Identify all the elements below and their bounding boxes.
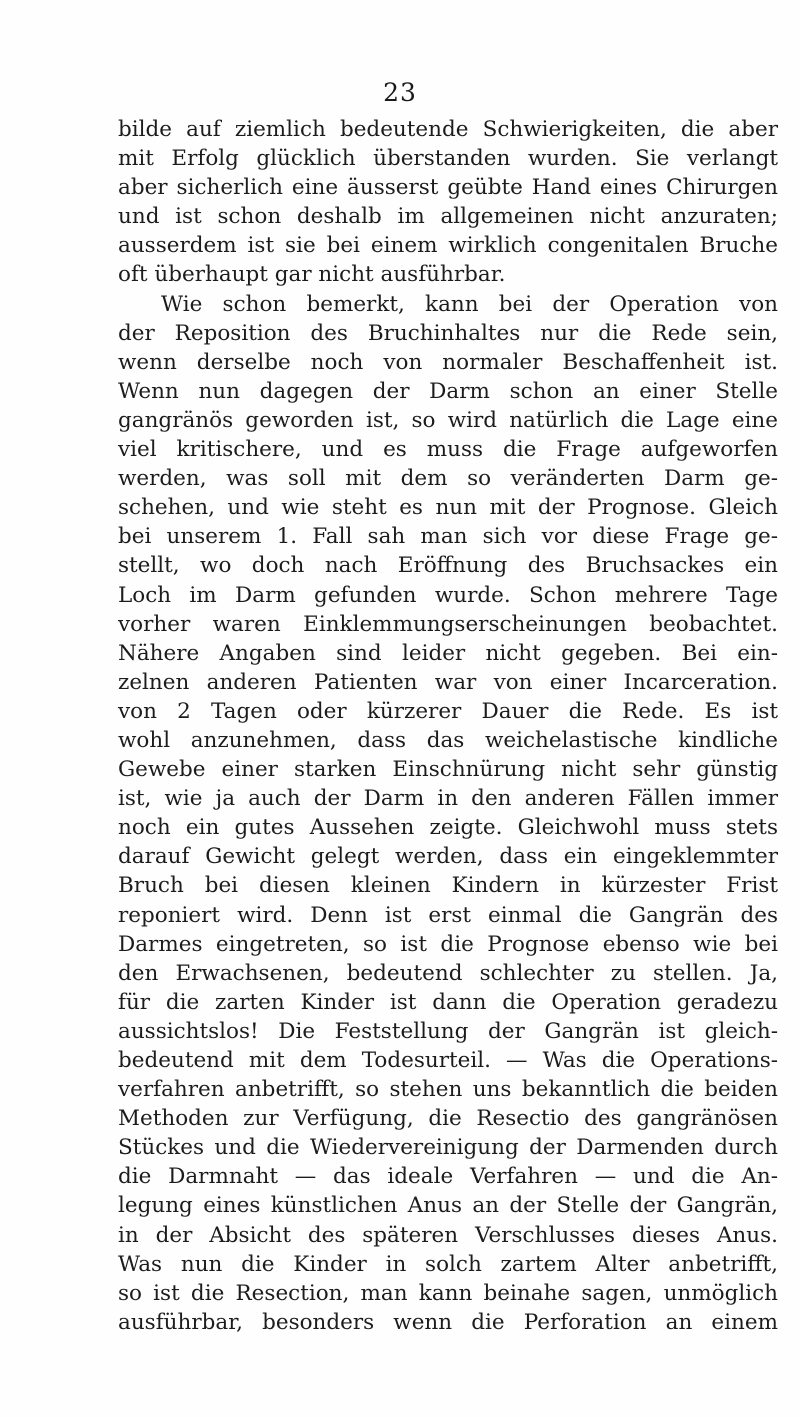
text-line: legung eines künstlichen Anus an der Stelle der Gangrän, (118, 1193, 778, 1219)
text-line: gangränös geworden ist, so wird natürlich die Lage eine (118, 407, 778, 433)
text-line: vorher waren Einklemmungserscheinungen beobachtet. (118, 611, 778, 637)
text-line: für die zarten Kinder ist dann die Operation geradezu (118, 989, 778, 1015)
text-line: aber sicherlich eine äusserst geübte Hand eines Chirurgen (118, 175, 778, 201)
text-line: Was nun die Kinder in solch zartem Alter anbetrifft, (118, 1251, 778, 1277)
text-line: die Darmnaht — das ideale Verfahren — und die An- (118, 1164, 778, 1190)
text-line: viel kritischere, und es muss die Frage aufgeworfen (118, 437, 778, 463)
page-number: 23 (383, 78, 417, 107)
text-line: Bruch bei diesen kleinen Kindern in kürzester Frist (118, 873, 778, 899)
text-line: und ist schon deshalb im allgemeinen nicht anzuraten; (118, 204, 778, 230)
text-line: ist, wie ja auch der Darm in den anderen Fällen immer (118, 786, 778, 812)
text-line: von 2 Tagen oder kürzerer Dauer die Rede. Es ist (118, 698, 778, 724)
text-line: Stückes und die Wiedervereinigung der Darmenden durch (118, 1135, 778, 1161)
text-line: Gewebe einer starken Einschnürung nicht sehr günstig (118, 757, 778, 783)
text-line: reponiert wird. Denn ist erst einmal die Gangrän des (118, 902, 778, 928)
text-line: bilde auf ziemlich bedeutende Schwierigkeiten, die aber (118, 117, 778, 142)
text-line: so ist die Resection, man kann beinahe sagen, unmöglich (118, 1280, 778, 1306)
text-line: zelnen anderen Patienten war von einer Incarceration. (118, 669, 778, 695)
text-line: schehen, und wie steht es nun mit der Prognose. Gleich (118, 495, 778, 521)
text-line: Methoden zur Verfügung, die Resectio des gangränösen (118, 1106, 778, 1132)
text-line: noch ein gutes Aussehen zeigte. Gleichwohl muss stets (118, 815, 778, 841)
text-line: darauf Gewicht gelegt werden, dass ein eingeklemmter (118, 844, 778, 870)
text-line: werden, was soll mit dem so veränderten Darm ge- (118, 466, 778, 492)
text-line: bei unserem 1. Fall sah man sich vor diese Frage ge- (118, 524, 778, 550)
text-line: Wie schon bemerkt, kann bei der Operation von (161, 291, 778, 317)
text-line: wenn derselbe noch von normaler Beschaffenheit ist. (118, 349, 778, 375)
text-line: bedeutend mit dem Todesurteil. — Was die Operations- (118, 1048, 778, 1073)
text-line: Wenn nun dagegen der Darm schon an einer Stelle (118, 378, 778, 404)
text-line: aussichtslos! Die Feststellung der Gangrän ist gleich- (118, 1018, 778, 1044)
body-text (118, 115, 778, 1337)
text-line: ausserdem ist sie bei einem wirklich congenitalen Bruche (118, 233, 778, 259)
text-line: Loch im Darm gefunden wurde. Schon mehrere Tage (118, 582, 778, 608)
text-line: verfahren anbetrifft, so stehen uns bekanntlich die beiden (118, 1077, 778, 1103)
text-line: Darmes eingetreten, so ist die Prognose ebenso wie bei (118, 931, 778, 957)
text-line: in der Absicht des späteren Verschlusses dieses Anus. (118, 1222, 778, 1248)
text-line: der Reposition des Bruchinhaltes nur die Rede sein, (118, 320, 778, 346)
text-line: mit Erfolg glücklich überstanden wurden. Sie verlangt (118, 146, 778, 172)
text-line: Nähere Angaben sind leider nicht gegeben. Bei ein- (118, 640, 778, 666)
text-line: ausführbar, besonders wenn die Perforation an einem (118, 1309, 778, 1335)
text-line: den Erwachsenen, bedeutend schlechter zu stellen. Ja, (118, 960, 778, 986)
text-line: oft überhaupt gar nicht ausführbar. (118, 262, 506, 288)
text-line: wohl anzunehmen, dass das weichelastische kindliche (118, 727, 778, 753)
text-line: stellt, wo doch nach Eröffnung des Bruchsackes ein (118, 553, 778, 579)
